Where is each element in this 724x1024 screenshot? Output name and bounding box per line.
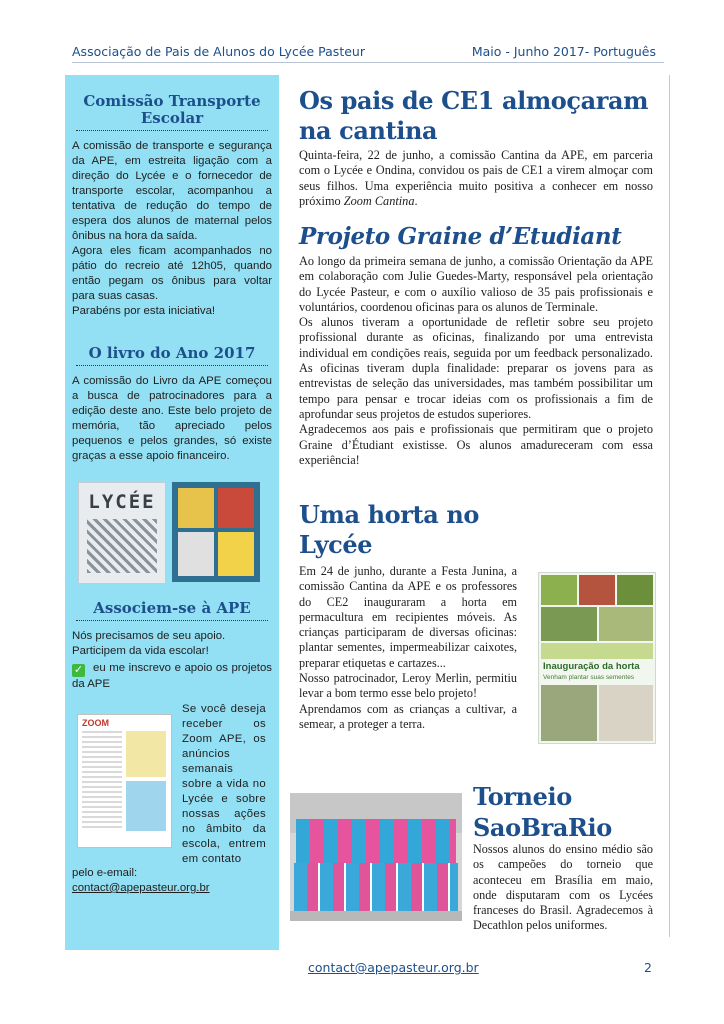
zoom-thumb-label: ZOOM <box>82 718 109 728</box>
graine-body <box>299 254 653 468</box>
zoom-paragraph: Se você deseja receber os Zoom APE, os anúncios semanais sobre a vida no Lycée e sobre nossas ações no âmbito da escola, entrem em contato <box>182 703 266 865</box>
horta-paragraph-2: Nosso patrocinador, Leroy Merlin, permitiu levar a bom termo esse belo projeto! <box>299 671 517 701</box>
horta-paragraph-1: Em 24 de junho, durante a Festa Junina, a comissão Cantina da APE e os professores do CE2 inauguraram a horta em permacultura em recipientes móveis. As crianças participaram de diversas oficinas: plantar sementes, impermeabilizar caixotes, preparar etiquetas e cartazes... <box>299 564 517 670</box>
page-number: 2 <box>644 960 652 975</box>
signup-text: eu me inscrevo e apoio os projetos da APE <box>72 662 272 690</box>
associem-paragraph: Nós precisamos de seu apoio. Participem da vida escolar! <box>72 630 226 657</box>
graine-title: Projeto Graine d’Etudiant <box>299 223 622 250</box>
zoom-section <box>72 702 272 892</box>
transport-paragraph-3: Parabéns por esta iniciativa! <box>72 305 216 317</box>
transport-paragraph-2: Agora eles ficam acompanhados no pátio do recreio até 12h05, quando então pegam os ônibus para voltar para suas casas. <box>72 245 272 302</box>
sidebar <box>65 75 279 950</box>
horta-title: Uma horta no Lycée <box>299 500 479 559</box>
associem-title: Associem-se à APE <box>93 599 251 617</box>
header-association-name: Associação de Pais de Alunos do Lycée Pasteur <box>72 44 365 59</box>
header-issue-date: Maio - Junho 2017- Português <box>471 44 656 59</box>
footer-email-link[interactable]: contact@apepasteur.org.br <box>308 960 479 975</box>
torneio-team-photo <box>290 793 462 921</box>
livro-paragraph: A comissão do Livro da APE começou a busca de patrocinadores para a edição deste ano. Este belo projeto de memória, tão apreciado pelos pequenos e pelos grandes, só existe graças a esse apoio financeiro. <box>72 375 272 462</box>
yearbook-cover-label: LYCÉE <box>88 491 156 513</box>
cantina-paragraph: Quinta-feira, 22 de junho, a comissão Cantina da APE, em parceria com o Lycée e Ondina, convidou os pais de CE1 a virem almoçar com seus filhos. Uma experiência muito positiva a conhecer em nosso próximo Zoom Cantina. <box>299 148 653 208</box>
horta-poster-subtitle: Venham plantar suas sementes <box>543 674 635 681</box>
horta-poster <box>538 572 656 744</box>
horta-poster-title: Inauguração da horta <box>543 661 640 672</box>
transport-paragraph-1: A comissão de transporte e segurança da APE, em estreita ligação com a direção do Lycée e o fornecedor de transporte escolar, acompanhou a tentativa de redução do tempo de espera dos alunos de maternal pelos ônibus na hora da saída. <box>72 140 272 242</box>
transport-divider <box>76 130 268 131</box>
graine-paragraph-3: Agradecemos aos pais e profissionais que permitiram que o projeto Graine d’Étudiant existisse. Os alunos amadureceram com essa experiência! <box>299 422 653 467</box>
torneio-title: Torneio SaoBraRio <box>473 782 612 842</box>
graine-paragraph-2: Os alunos tiveram a oportunidade de refletir sobre seu projeto profissional durante as oficinas, finalizando por uma entrevista individual em condições reais, seguida por um feedback personalizado. As oficinas tiveram dupla finalidade: preparar os jovens para as entrevistas de seleção das universidades, mas também possibilitar um tempo para pensar e trocar ideias com os profissionais a fim de aprofundar seus projetos de estudos superiores. <box>299 315 653 421</box>
signup-line <box>72 661 272 692</box>
associem-divider <box>76 620 268 621</box>
yearbook-cover-1 <box>78 482 166 584</box>
horta-body <box>299 564 517 732</box>
torneio-paragraph: Nossos alunos do ensino médio são os campeões do torneio que aconteceu em Brasília em maio, onde disputaram com os Lycées franceses do Brasil. Agradecemos à Decathlon pelos uniformes. <box>473 842 653 933</box>
zoom-cantina-emphasis: Zoom Cantina <box>343 193 415 208</box>
checkmark-icon[interactable]: ✓ <box>73 664 84 676</box>
transport-title: Comissão Transporte Escolar <box>83 92 261 127</box>
yearbook-cover-2 <box>172 482 260 582</box>
zoom-newsletter-thumbnail <box>77 714 172 848</box>
email-label: pelo e-email: <box>72 867 138 879</box>
cantina-title: Os pais de CE1 almoçaram na cantina <box>299 86 649 145</box>
header-divider <box>72 62 664 63</box>
sidebar-email-link[interactable]: contact@apepasteur.org.br <box>72 882 210 894</box>
column-divider <box>669 75 670 937</box>
yearbook-images <box>72 482 272 586</box>
livro-divider <box>76 365 268 366</box>
livro-title: O livro do Ano 2017 <box>88 344 256 362</box>
graine-paragraph-1: Ao longo da primeira semana de junho, a comissão Orientação da APE em colaboração com Julie Guedes-Marty, responsável pela orientação do Lycée Pasteur, e com o auxílio valioso de 35 pais profissionais e voluntários, coordenou oficinas para os alunos de Terminale. <box>299 254 653 314</box>
horta-paragraph-3: Aprendamos com as crianças a cultivar, a semear, a proteger a terra. <box>299 701 517 731</box>
